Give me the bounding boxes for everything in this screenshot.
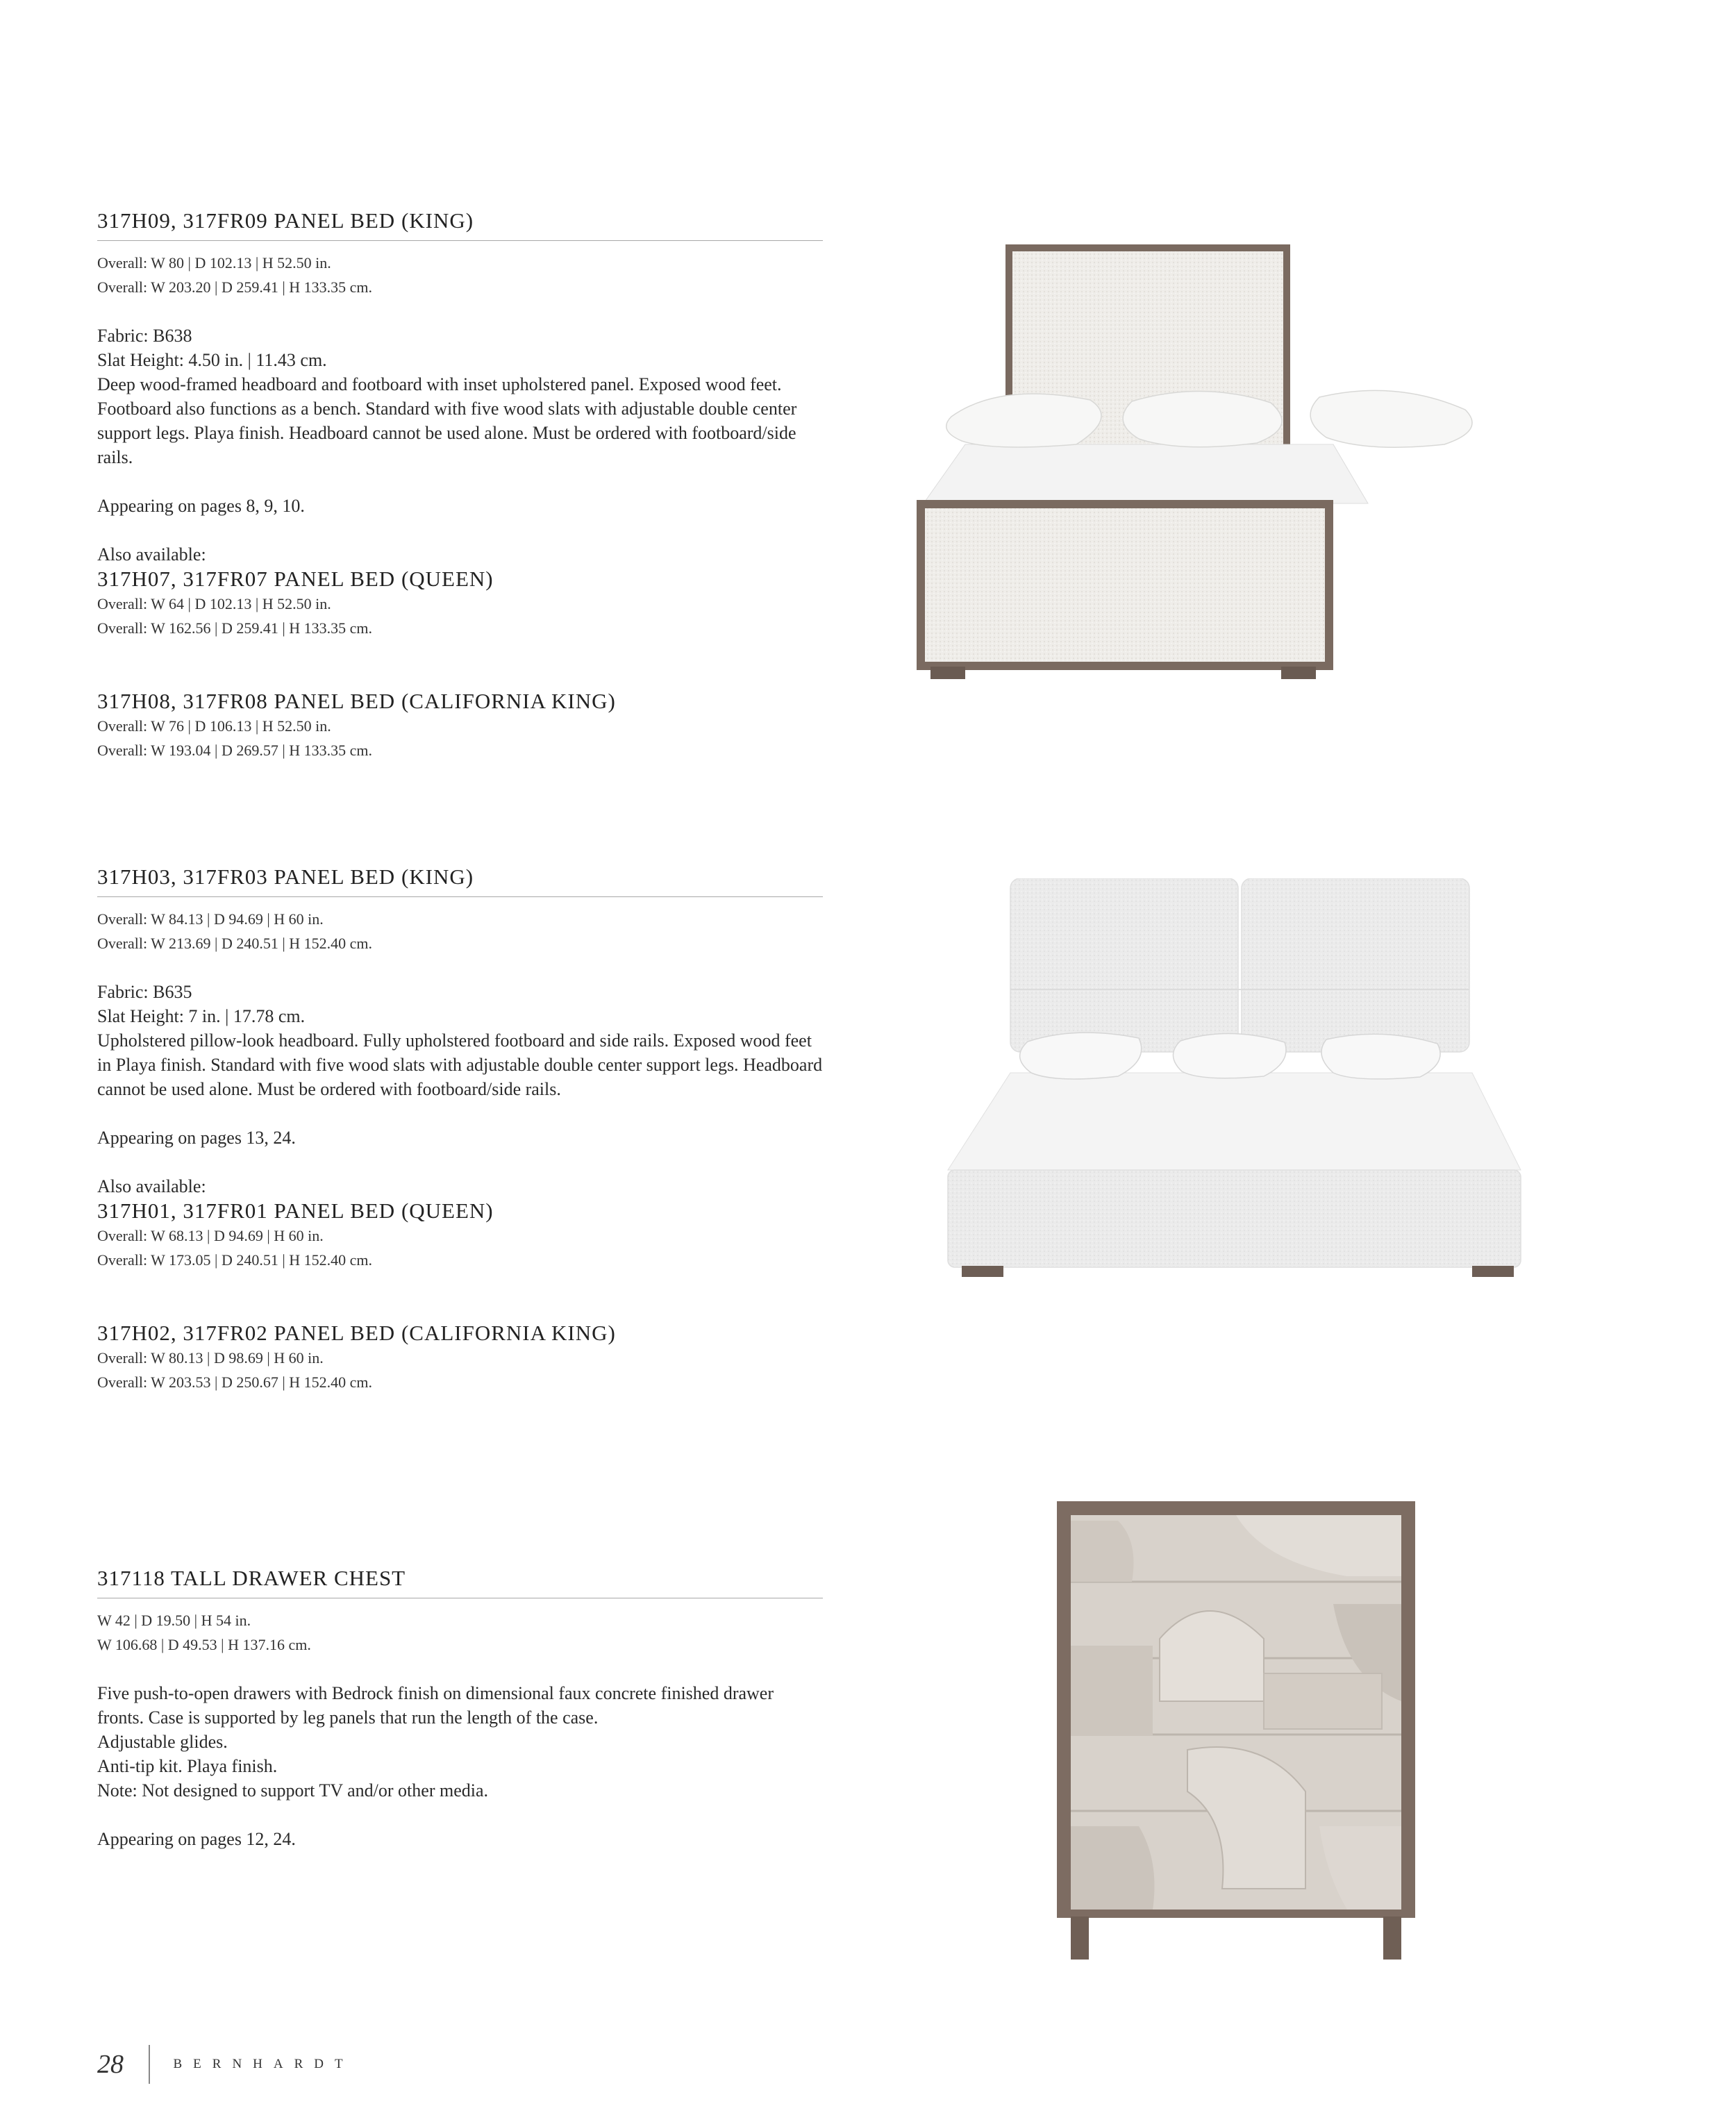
dimension-metric: Overall: W 213.69 | D 240.51 | H 152.40 cm. (97, 935, 373, 952)
dimension-imperial: W 42 | D 19.50 | H 54 in. (97, 1612, 251, 1629)
product-description: Five push-to-open drawers with Bedrock finish on dimensional faux concrete finished drawer fronts. Case is supported by leg panels that run the length of the case. (97, 1683, 774, 1728)
feature-line: Adjustable glides. (97, 1732, 228, 1752)
product-section-panel-bed-king-317h03 (97, 864, 823, 1394)
dimension-metric: W 106.68 | D 49.53 | H 137.16 cm. (97, 1636, 311, 1653)
variant-dimension-imperial: Overall: W 64 | D 102.13 | H 52.50 in. (97, 595, 331, 612)
variant-dimension-metric: Overall: W 193.04 | D 269.57 | H 133.35 cm. (97, 742, 373, 759)
also-available-label: Also available: (97, 544, 206, 565)
product-section-tall-drawer-chest (97, 1566, 823, 1851)
variant-dimension-imperial: Overall: W 80.13 | D 98.69 | H 60 in. (97, 1349, 324, 1367)
fabric-spec: Fabric: B638 (97, 326, 192, 346)
dimension-imperial: Overall: W 80 | D 102.13 | H 52.50 in. (97, 254, 331, 271)
page-number: 28 (97, 2050, 124, 2079)
slat-height: Slat Height: 4.50 in. | 11.43 cm. (97, 350, 327, 370)
variant-dimension-metric: Overall: W 162.56 | D 259.41 | H 133.35 cm. (97, 619, 373, 637)
product-description: Deep wood-framed headboard and footboard with inset upholstered panel. Exposed wood feet. Footboard also functions as a bench. Standard with five wood slats with adjustable double center support legs. Playa finish. Headboard cannot be used alone. Must be ordered with footboard/side rails. (97, 374, 797, 467)
variant-dimension-metric: Overall: W 203.53 | D 250.67 | H 152.40 cm. (97, 1373, 373, 1391)
product-title: 317H03, 317FR03 PANEL BED (KING) (97, 864, 823, 897)
fabric-spec: Fabric: B635 (97, 982, 192, 1002)
variant-title: 317H02, 317FR02 PANEL BED (CALIFORNIA KING) (97, 1321, 616, 1345)
page-footer (97, 2045, 354, 2084)
variant-dimension-metric: Overall: W 173.05 | D 240.51 | H 152.40 cm. (97, 1251, 373, 1269)
product-description: Upholstered pillow-look headboard. Fully upholstered footboard and side rails. Exposed wood feet in Playa finish. Standard with five wood slats with adjustable double center support legs. Headboard cannot be used alone. Must be ordered with footboard/side rails. (97, 1030, 823, 1099)
note-line: Note: Not designed to support TV and/or other media. (97, 1780, 488, 1801)
panel-bed-wood-frame-image (910, 236, 1569, 680)
variant-title: 317H08, 317FR08 PANEL BED (CALIFORNIA KING) (97, 689, 616, 713)
variant-title: 317H01, 317FR01 PANEL BED (QUEEN) (97, 1198, 494, 1223)
appearing-pages: Appearing on pages 13, 24. (97, 1128, 296, 1148)
product-title: 317118 TALL DRAWER CHEST (97, 1566, 823, 1598)
brand-wordmark: BERNHARDT (173, 2057, 354, 2071)
appearing-pages: Appearing on pages 8, 9, 10. (97, 496, 305, 516)
feature-line: Anti-tip kit. Playa finish. (97, 1756, 278, 1776)
variant-title: 317H07, 317FR07 PANEL BED (QUEEN) (97, 567, 494, 591)
appearing-pages: Appearing on pages 12, 24. (97, 1829, 296, 1849)
dimension-metric: Overall: W 203.20 | D 259.41 | H 133.35 cm. (97, 278, 373, 296)
footer-divider (149, 2045, 150, 2084)
slat-height: Slat Height: 7 in. | 17.78 cm. (97, 1006, 306, 1026)
dimension-imperial: Overall: W 84.13 | D 94.69 | H 60 in. (97, 910, 324, 928)
product-title: 317H09, 317FR09 PANEL BED (KING) (97, 208, 823, 241)
variant-dimension-imperial: Overall: W 76 | D 106.13 | H 52.50 in. (97, 717, 331, 735)
tall-drawer-chest-image (1055, 1500, 1417, 1962)
variant-dimension-imperial: Overall: W 68.13 | D 94.69 | H 60 in. (97, 1227, 324, 1244)
upholstered-panel-bed-image (910, 878, 1569, 1281)
product-section-panel-bed-king-317h09 (97, 208, 823, 762)
also-available-label: Also available: (97, 1176, 206, 1196)
